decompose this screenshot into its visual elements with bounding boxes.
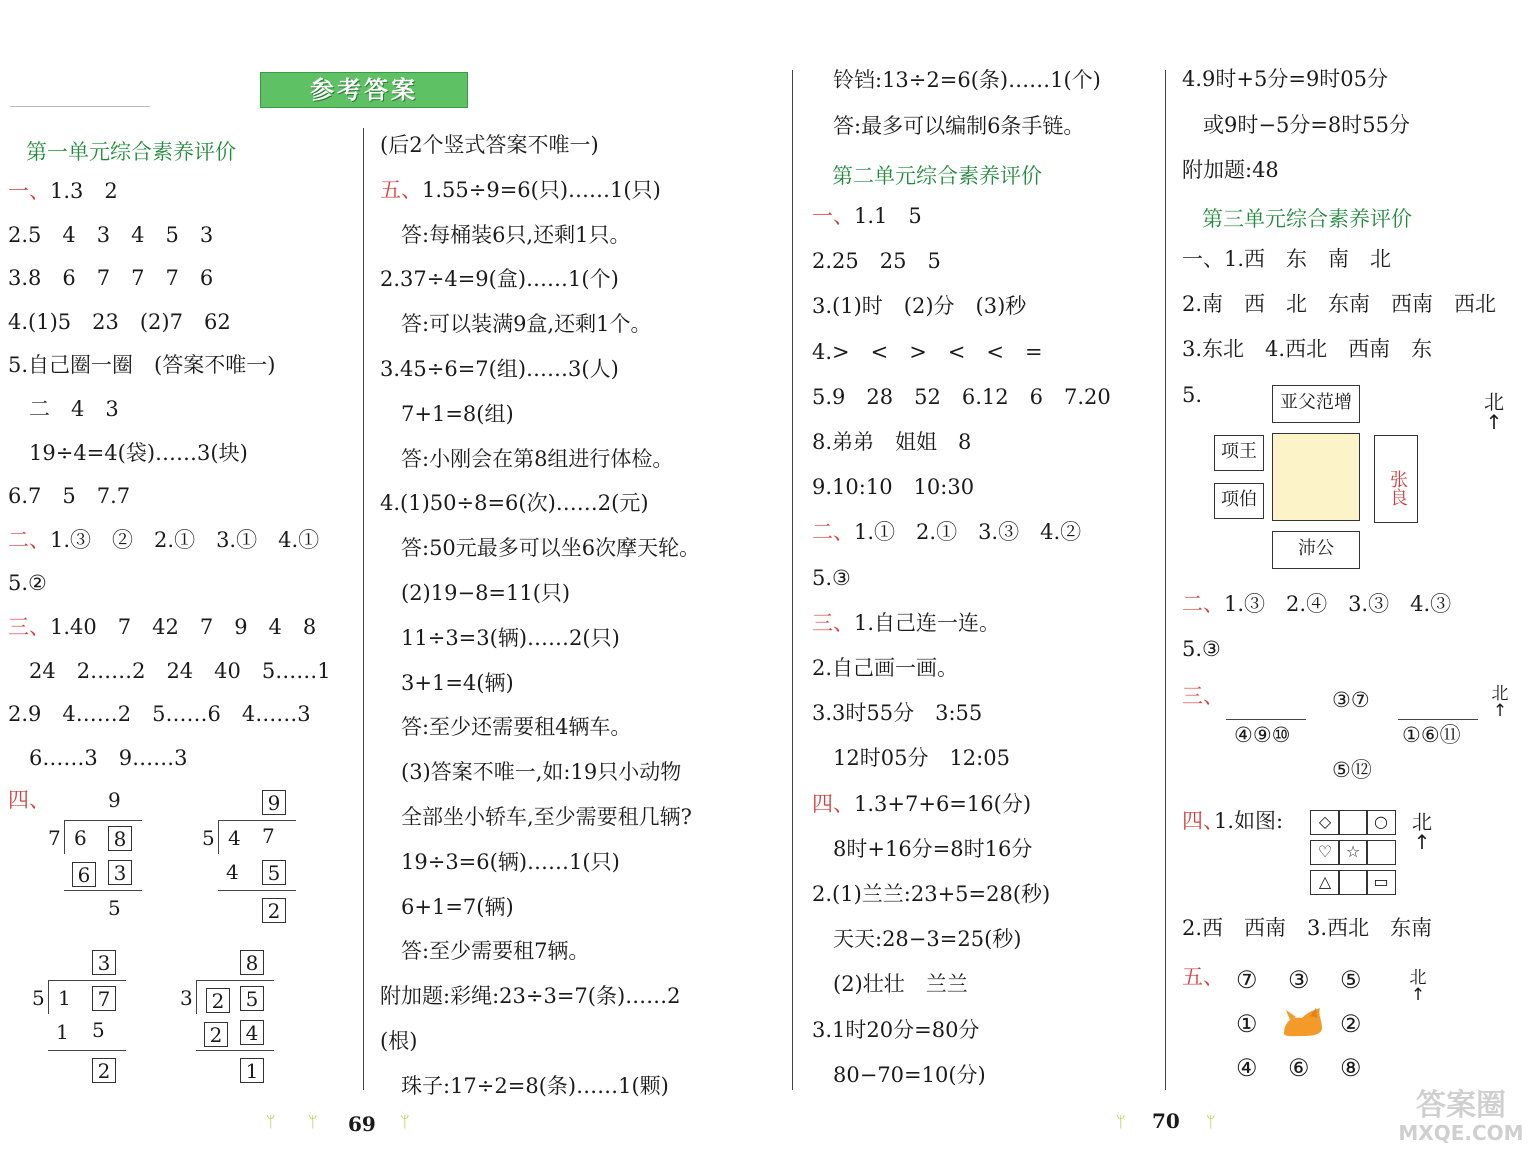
answer-line: 附加题:彩绳:23÷3=7(条)……2: [380, 984, 681, 1009]
answer-text: 1.③ 2.④ 3.③ 4.③: [1224, 592, 1452, 616]
answer-line: 3.8 6 7 7 7 6: [8, 266, 214, 291]
north-arrow-3: [1410, 812, 1434, 852]
s3-right-group: ①⑥⑪: [1402, 723, 1461, 747]
circled-number: ⑤: [1340, 966, 1362, 994]
product-digit: 3: [108, 860, 132, 885]
answer-line: 9.10:10 10:30: [812, 475, 975, 500]
answer-text: 1.1 5: [854, 204, 922, 228]
answer-text: 1.55÷9=6(只)……1(只): [422, 177, 661, 202]
s4-text: 1.如图:: [1214, 809, 1284, 833]
column-divider-3: [1165, 70, 1166, 1090]
answer-line: 4.(1)50÷8=6(次)……2(元): [380, 491, 649, 516]
north-arrow-icon: ↑: [1410, 985, 1426, 1005]
quotient: 9: [108, 788, 121, 812]
answer-line: 2.自己画一画。: [812, 656, 959, 680]
quotient: 9: [262, 790, 286, 815]
dividend-digit: 7: [92, 986, 116, 1011]
s3-rule-right: [1398, 719, 1478, 720]
section-marker: 二、: [812, 520, 854, 545]
s5-label: 五、: [1182, 965, 1224, 989]
answer-text: 1.40 7 42 7 9 4 8: [50, 615, 317, 639]
answer-line: 答:至少需要租7辆。: [380, 939, 590, 964]
s3-left-group: ④⑨⑩: [1234, 723, 1291, 747]
answer-line: 天天:28−3=25(秒): [812, 927, 1022, 952]
division-bar: [48, 980, 126, 981]
product-digit: 1: [56, 1020, 69, 1044]
subtraction-bar: [218, 890, 296, 891]
answer-text: 1.① 2.① 3.③ 4.②: [854, 520, 1082, 545]
answer-line: 2.37÷4=9(盒)……1(个): [380, 267, 619, 292]
answer-line: 8.弟弟 姐姐 8: [812, 430, 972, 454]
unit2-heading: 第二单元综合素养评价: [832, 164, 1042, 188]
dividend-digit: 8: [108, 826, 132, 851]
answer-line: 4.> < > < < =: [812, 339, 1043, 364]
section-4-label: 四、: [8, 788, 50, 812]
center-divider: [792, 70, 793, 1090]
sprout-icon: ᛘ: [1206, 1112, 1216, 1131]
answer-line: 4.(1)5 23 (2)7 62: [8, 309, 231, 334]
circled-number: ⑦: [1236, 966, 1258, 994]
grid-cell: ○: [1366, 810, 1396, 835]
answer-line: 4.9时+5分=9时05分: [1182, 67, 1389, 91]
watermark: [1396, 1090, 1526, 1144]
answer-line: 答:最多可以编制6条手链。: [812, 114, 1085, 138]
col4-line4: 2.西 西南 3.西北 东南: [1182, 916, 1433, 940]
north-label-4: 北: [1409, 968, 1427, 988]
division-bar: [218, 820, 296, 821]
answer-line: 3.45÷6=7(组)……3(人): [380, 357, 619, 381]
fox-icon: [1280, 1006, 1326, 1038]
section-marker: 二、: [1182, 592, 1224, 616]
seating-stage: [1272, 433, 1360, 521]
answer-line: [8, 181, 118, 202]
grid-cell: ◇: [1310, 810, 1340, 835]
quotient: 3: [92, 950, 116, 975]
answer-line: [812, 206, 922, 227]
answer-line: 19÷3=6(辆)……1(只): [380, 849, 620, 874]
answer-line: 5.③: [1182, 637, 1221, 661]
north-label-2: 北: [1491, 684, 1509, 704]
remainder: 2: [92, 1058, 116, 1083]
answer-line: (2)19−8=11(只): [380, 581, 571, 605]
answer-text: 1.③ ② 2.① 3.① 4.①: [50, 527, 320, 552]
answer-line: 全部坐小轿车,至少需要租几辆?: [380, 805, 692, 829]
circled-number: ①: [1236, 1010, 1258, 1038]
watermark-line1: 答案圈: [1416, 1088, 1506, 1123]
divisor: 3: [180, 986, 193, 1010]
remainder: 1: [240, 1058, 264, 1083]
north-arrow-icon: ↑: [1485, 410, 1503, 434]
grid-cell: [1338, 870, 1368, 895]
subtraction-bar: [196, 1050, 274, 1051]
answer-line: (3)答案不唯一,如:19只小动物: [380, 760, 682, 785]
north-arrow-icon: ↑: [1413, 830, 1431, 854]
answer-line: 5.9 28 52 6.12 6 7.20: [812, 384, 1111, 409]
answer-line: 2.25 25 5: [812, 249, 941, 274]
dividend-digit: 2: [206, 988, 230, 1013]
answer-line: [812, 522, 1081, 543]
division-bracket: [48, 980, 49, 1014]
answer-line: 一、1.西 东 南 北: [1182, 247, 1392, 271]
answer-line: 珠子:17÷2=8(条)……1(颗): [380, 1073, 669, 1098]
answer-line: 3.3时55分 3:55: [812, 701, 983, 726]
answer-line: [812, 791, 1032, 816]
s3-rule-left: [1226, 719, 1306, 720]
product-digit: 5: [92, 1018, 105, 1042]
section-marker: 五、: [380, 177, 422, 202]
answer-line: 二 4 3: [8, 397, 119, 421]
north-label-1: 北: [1484, 390, 1504, 414]
answer-line: 24 2……2 24 40 5……1: [8, 658, 331, 683]
answer-line: 2.南 西 北 东南 西南 西北: [1182, 292, 1497, 316]
answer-line: 铃铛:13÷2=6(条)……1(个): [812, 68, 1101, 92]
subtraction-bar: [48, 1050, 126, 1051]
divisor: 7: [48, 826, 61, 850]
product-digit: 6: [72, 862, 96, 887]
answer-line: [1182, 594, 1451, 615]
section-marker: 三、: [812, 610, 854, 635]
answer-line: 80−70=10(分): [812, 1062, 986, 1087]
circled-number: ②: [1340, 1010, 1362, 1038]
answer-line: 5.③: [812, 565, 851, 590]
seat-xiang-wang: 项王: [1214, 435, 1264, 471]
answer-line: 3.(1)时 (2)分 (3)秒: [812, 294, 1027, 319]
subtraction-bar: [64, 890, 142, 891]
answer-line: (2)壮壮 兰兰: [812, 972, 968, 997]
divisor: 5: [32, 986, 45, 1010]
seat-zhang-liang: 张良: [1374, 435, 1418, 523]
quotient: 8: [240, 950, 264, 975]
s3-label: 三、: [1182, 684, 1224, 708]
answer-line: 答:50元最多可以坐6次摩天轮。: [380, 536, 701, 561]
answer-line: 8时+16分=8时16分: [812, 836, 1033, 861]
circled-number: ⑥: [1288, 1054, 1310, 1082]
answer-line: 3.1时20分=80分: [812, 1017, 980, 1042]
banner-rule: [10, 106, 150, 107]
division-bracket: [64, 820, 65, 854]
unit1-heading: 第一单元综合素养评价: [26, 140, 236, 164]
division-bar: [64, 820, 142, 821]
grid-cell: △: [1310, 870, 1340, 895]
answer-banner: 参考答案: [260, 72, 468, 108]
answer-line: 2.(1)兰兰:23+5=28(秒): [812, 882, 1051, 906]
grid-cell: [1338, 810, 1368, 835]
seat-fan-zeng: 亚父范增: [1272, 385, 1360, 423]
answer-line: 3+1=4(辆): [380, 670, 514, 695]
answer-line: 附加题:48: [1182, 158, 1279, 182]
remainder: 2: [262, 898, 286, 923]
section-marker: 一、: [812, 204, 854, 228]
north-label-3: 北: [1412, 810, 1432, 834]
sprout-icon: ᛘ: [266, 1112, 276, 1131]
answer-line: 2.5 4 3 4 5 3: [8, 222, 214, 247]
dividend-digit: 1: [58, 986, 71, 1010]
answer-line: (根): [380, 1029, 418, 1053]
product-digit: 4: [240, 1020, 264, 1045]
sprout-icon: ᛘ: [308, 1112, 318, 1131]
section-marker: 三、: [8, 615, 50, 639]
answer-line: 答:可以装满9盒,还剩1个。: [380, 312, 652, 337]
answer-text: 1.3+7+6=16(分): [854, 791, 1032, 816]
sprout-icon: ᛘ: [1116, 1112, 1126, 1131]
dividend-digit: 6: [74, 826, 87, 850]
answer-line: [8, 617, 316, 638]
answer-line: [380, 177, 661, 202]
s3-bottom-group: ⑤⑫: [1332, 758, 1372, 782]
grid-cell: ▭: [1366, 870, 1396, 895]
answer-line: 6.7 5 7.7: [8, 484, 131, 509]
answer-line: 12时05分 12:05: [812, 746, 1010, 771]
grid-cell: ♡: [1310, 840, 1340, 865]
division-bracket: [196, 980, 197, 1014]
answer-text: 1.3 2: [50, 179, 118, 203]
north-arrow-4: [1406, 970, 1430, 1004]
answer-line: 7+1=8(组): [380, 401, 514, 426]
s3-top-group: ③⑦: [1332, 688, 1370, 712]
answer-line: 2.9 4……2 5……6 4……3: [8, 702, 311, 727]
north-arrow-1: [1482, 392, 1506, 432]
circled-number: ④: [1236, 1054, 1258, 1082]
answer-line: 11÷3=3(辆)……2(只): [380, 625, 620, 650]
circled-number: ⑧: [1340, 1054, 1362, 1082]
remainder: 5: [108, 896, 121, 920]
answer-line: 3.东北 4.西北 西南 东: [1182, 337, 1433, 361]
grid-cell: [1366, 840, 1396, 865]
answer-line: 5.自己圈一圈 (答案不唯一): [8, 353, 276, 378]
answer-line: 6+1=7(辆): [380, 894, 514, 919]
grid-cell: ☆: [1338, 840, 1368, 865]
division-bracket: [218, 820, 219, 854]
north-arrow-2: [1488, 686, 1512, 720]
seat-pei-gong: 沛公: [1272, 531, 1360, 569]
answer-text: 1.自己连一连。: [854, 610, 1001, 635]
circled-number: ③: [1288, 966, 1310, 994]
s4-label: 四、: [1182, 809, 1224, 833]
dividend-digit: 7: [262, 824, 275, 848]
division-bar: [196, 980, 274, 981]
section-marker: 一、: [8, 179, 50, 203]
answer-line: 答:小刚会在第8组进行体检。: [380, 446, 674, 471]
answer-line: [812, 610, 1001, 635]
page-number-right: 70: [1152, 1109, 1180, 1133]
product-digit: 4: [226, 860, 239, 884]
page-number-left: 69: [348, 1112, 376, 1136]
unit3-heading: 第三单元综合素养评价: [1202, 207, 1412, 231]
answer-line: (后2个竖式答案不唯一): [380, 133, 599, 157]
answer-line: 答:至少还需要租4辆车。: [380, 715, 632, 740]
product-digit: 5: [262, 860, 286, 885]
answer-line: 或9时−5分=8时55分: [1182, 112, 1410, 137]
answer-line: [8, 527, 320, 552]
seat-xiang-bo: 项伯: [1214, 483, 1264, 519]
q5-label: 5.: [1182, 383, 1203, 407]
product-digit: 2: [204, 1022, 228, 1047]
watermark-line2: MXQE.COM: [1398, 1121, 1524, 1145]
answer-line: 5.②: [8, 571, 47, 596]
column-divider-1: [363, 128, 364, 1090]
section-marker: 二、: [8, 527, 50, 552]
divisor: 5: [202, 826, 215, 850]
answer-line: 答:每桶装6只,还剩1只。: [380, 222, 631, 247]
answer-line: 6……3 9……3: [8, 745, 188, 770]
answer-line: 19÷4=4(袋)……3(块): [8, 440, 248, 465]
north-arrow-icon: ↑: [1492, 701, 1508, 721]
dividend-digit: 4: [228, 826, 241, 850]
sprout-icon: ᛘ: [400, 1112, 410, 1131]
section-marker: 四、: [812, 791, 854, 816]
dividend-digit: 5: [240, 986, 264, 1011]
